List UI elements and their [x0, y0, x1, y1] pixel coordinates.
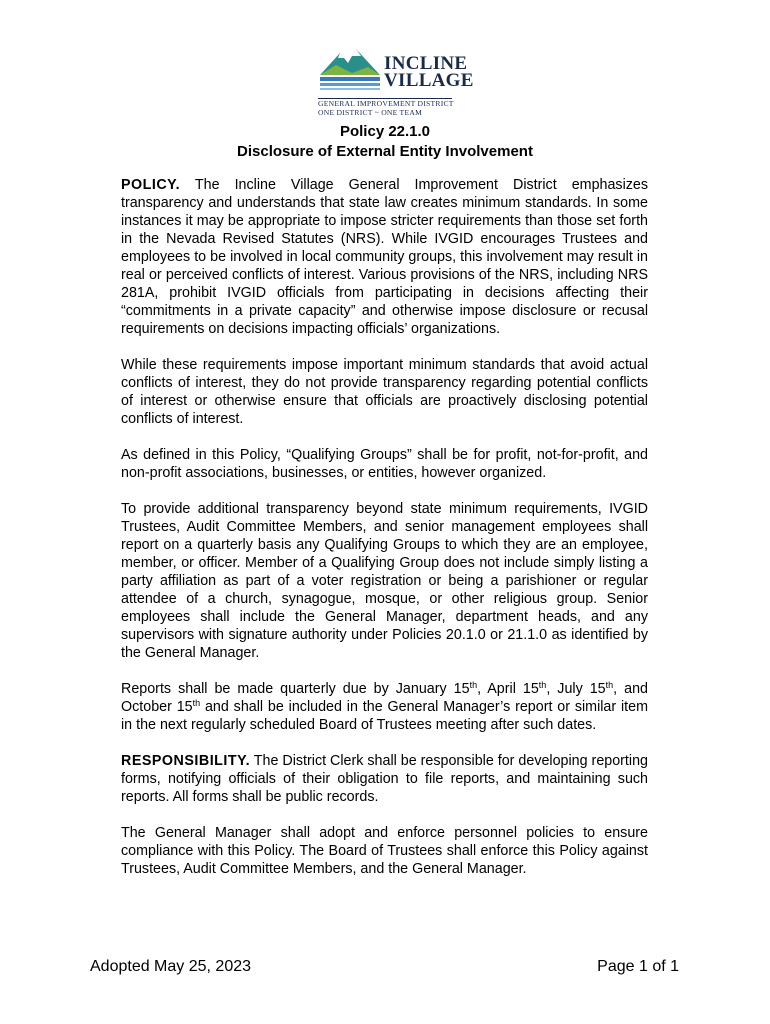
logo-subtitle	[318, 100, 452, 117]
logo-sub-line1: GENERAL IMPROVEMENT DISTRICT	[318, 99, 454, 108]
policy-paragraph	[121, 176, 648, 338]
responsibility-text: The District Clerk shall be responsible for developing reporting forms, notifying officials of their obligation to file reports, and maintaining such reports. All forms shall be public records.	[121, 753, 648, 805]
responsibility-paragraph	[121, 752, 648, 806]
mountain-lake-logo-icon	[318, 45, 382, 95]
ordinal-suffix: th	[605, 680, 614, 690]
transparency-paragraph: To provide additional transparency beyond state minimum requirements, IVGID Trustees, Audit Committee Members, and senior management employees shall report on a quarterly basis any Qualifying Groups to which they are an employee, member, or officer. Member of a Qualifying Group does not include simply listing a party affiliation as part of a voter registration or being a parishioner or regular attendee of a church, synagogue, mosque, or other religious group. Senior employees shall include the General Manager, department heads, and any supervisors with signature authority under Policies 20.1.0 or 21.1.0 as identified by the General Manager.	[121, 501, 648, 661]
policy-name: Disclosure of External Entity Involvement	[237, 143, 533, 160]
policy-title-block	[0, 122, 770, 162]
ordinal-suffix: th	[192, 698, 201, 708]
logo-sub-line2: ONE DISTRICT ~ ONE TEAM	[318, 107, 423, 117]
reports-text-5: and shall be included in the General Manager’s report or similar item in the next regularly scheduled Board of Trustees meeting after such dates.	[121, 699, 648, 733]
responsibility-label: RESPONSIBILITY.	[121, 753, 251, 769]
reports-text-4: , and October 15	[121, 681, 648, 715]
logo-name	[384, 55, 474, 89]
logo-name-line2: VILLAGE	[384, 70, 474, 91]
requirements-paragraph: While these requirements impose important minimum standards that avoid actual conflicts of interest, they do not provide transparency regarding potential conflicts of interest or otherwise ensure that officials are proactively disclosing potential conflicts of interest.	[121, 357, 648, 427]
policy-body	[121, 176, 648, 896]
ordinal-suffix: th	[469, 680, 478, 690]
page-number: Page 1 of 1	[597, 958, 679, 975]
ordinal-suffix: th	[538, 680, 547, 690]
policy-text: The Incline Village General Improvement District emphasizes transparency and understands that state law creates minimum standards. In some instances it may be appropriate to impose stricter requirements than those set forth in the Nevada Revised Statutes (NRS). While IVGID encourages Trustees and employees to be involved in local community groups, this involvement may result in real or perceived conflicts of interest. Various provisions of the NRS, including NRS 281A, prohibit IVGID officials from participating in decisions affecting their “commitments in a private capacity” and otherwise impose disclosure or recusal requirements on decisions impacting officials’ organizations.	[121, 177, 648, 337]
logo-name-line1: INCLINE	[384, 53, 468, 74]
reports-text-3: , July 15	[546, 681, 606, 697]
district-logo	[318, 45, 474, 121]
reports-text-2: , April 15	[477, 681, 539, 697]
reports-paragraph	[121, 680, 648, 734]
qualifying-groups-paragraph: As defined in this Policy, “Qualifying Groups” shall be for profit, not-for-profit, and non-profit associations, businesses, or entities, however organized.	[121, 447, 648, 481]
reports-text-1: Reports shall be made quarterly due by January 15	[121, 681, 470, 697]
enforcement-paragraph: The General Manager shall adopt and enforce personnel policies to ensure compliance with this Policy. The Board of Trustees shall enforce this Policy against Trustees, Audit Committee Members, and the General Manager.	[121, 825, 648, 877]
policy-label: POLICY.	[121, 177, 181, 193]
adopted-date: Adopted May 25, 2023	[90, 958, 252, 975]
policy-number: Policy 22.1.0	[339, 123, 431, 140]
